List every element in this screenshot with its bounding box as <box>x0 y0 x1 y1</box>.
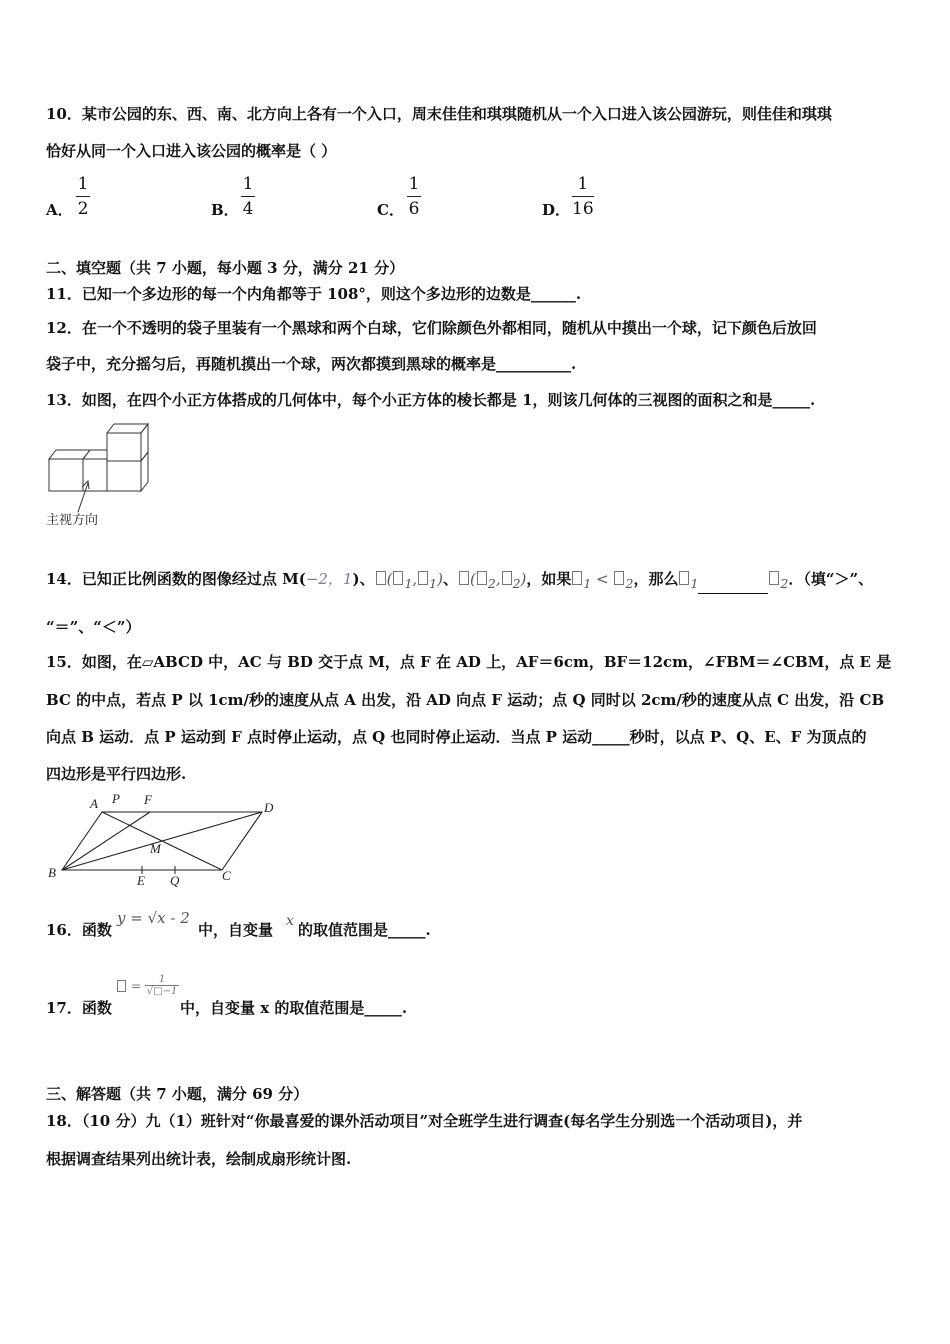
q16-suffix2-line <box>298 920 431 940</box>
q14-condition: $_1$ < $_2$ <box>571 570 633 588</box>
label-e: E <box>137 873 145 888</box>
numerator: 1 <box>242 174 254 194</box>
q10-line1: 10．某市公园的东、西、南、北方向上各有一个入口，周末佳佳和琪琪随机从一个入口进入该公园游玩，则佳佳和琪琪 <box>46 105 832 123</box>
label-b: B <box>48 865 56 880</box>
section-2-heading: 二、填空题（共 7 小题，每小题 3 分，满分 21 分） <box>46 259 405 277</box>
label-p: P <box>112 791 120 806</box>
label-c: C <box>222 868 231 883</box>
q14-mid: )、 <box>352 570 375 588</box>
q10-option-d[interactable] <box>542 199 570 220</box>
numerator: 1 <box>77 174 89 194</box>
q14-line2: “＝”、“＜”） <box>46 618 141 636</box>
q17-denominator: √□−1 <box>146 986 178 997</box>
numerator: 1 <box>408 174 420 194</box>
q16-variable: x <box>286 913 294 929</box>
bottom-cube-front-3 <box>107 461 141 491</box>
q16-suffix-line <box>198 920 273 940</box>
q16-suffix2: 的取值范围是_____. <box>298 921 431 939</box>
q16-suffix: 中，自变量 <box>198 921 274 939</box>
q10-option-a-fraction <box>76 174 90 219</box>
q10-option-b-fraction <box>241 174 255 219</box>
denominator: 6 <box>408 199 420 219</box>
q11-text: 11．已知一个多边形的每一个内角都等于 108°，则这个多边形的边数是______. <box>46 285 582 303</box>
q14-m-coords: −2，1 <box>305 570 353 588</box>
q14-point-a: ( $_1$, $_1$) <box>375 570 443 588</box>
q12-line1: 12．在一个不透明的袋子里装有一个黑球和两个白球，它们除颜色外都相同，随机从中摸出一个球，记下颜色后放回 <box>46 319 817 337</box>
q15-line2: BC 的中点，若点 P 以 1cm/秒的速度从点 A 出发，沿 AD 向点 F 运动；点 Q 同时以 2cm/秒的速度从点 C 出发，沿 CB <box>46 691 885 709</box>
q17-prefix: 17．函数 <box>46 999 112 1017</box>
q14-then: ，那么 <box>633 570 679 588</box>
q17-numerator: 1 <box>158 974 166 985</box>
q10-option-c-fraction <box>407 174 421 219</box>
q14-sep: 、 <box>442 570 458 588</box>
q15-line3: 向点 B 运动．点 P 运动到 F 点时停止运动，点 Q 也同时停止运动．当点 P 运动_____秒时，以点 P、Q、E、F 为顶点的 <box>46 728 867 746</box>
option-label: B． <box>211 201 239 219</box>
q14-fill: ．（填“＞”、 <box>788 570 874 588</box>
denominator: 2 <box>77 199 89 219</box>
q13-text: 13．如图，在四个小正方体搭成的几何体中，每个小正方体的棱长都是 1，则该几何体的三视图的面积之和是_____. <box>46 391 816 409</box>
q10-option-d-fraction <box>572 174 594 219</box>
q17-formula: = 1 √□−1 <box>116 974 179 997</box>
denominator: 4 <box>242 199 254 219</box>
q16-line <box>46 920 112 940</box>
q14-answer-right: 2 <box>768 570 788 588</box>
bottom-cube-front-1 <box>49 459 83 491</box>
q14-line1 <box>46 569 873 594</box>
q17-suffix: 中，自变量 x 的取值范围是_____. <box>180 999 408 1017</box>
q15-line1: 15．如图，在▱ABCD 中，AC 与 BD 交于点 M，点 F 在 AD 上，AF＝6cm，BF＝12cm，∠FBM＝∠CBM，点 E 是 <box>46 653 892 671</box>
top-cube-front-face <box>107 433 141 461</box>
q15-parallelogram-figure <box>42 790 282 890</box>
q14-point-b: ( $_2$, $_2$) <box>458 570 526 588</box>
label-m: M <box>150 841 161 856</box>
q10-line2: 恰好从同一个入口进入该公园的概率是（ ） <box>46 142 337 160</box>
diagonal-bd <box>62 812 262 870</box>
q14-answer-blank[interactable] <box>698 577 768 594</box>
q18-line2: 根据调查结果列出统计表，绘制成扇形统计图. <box>46 1150 352 1168</box>
option-label: C． <box>377 201 404 219</box>
label-d: D <box>264 800 274 815</box>
q13-cubes-figure <box>44 420 154 528</box>
label-q: Q <box>170 873 180 888</box>
q14-prefix: 14．已知正比例函数的图像经过点 M( <box>46 570 306 588</box>
segment-bf <box>62 812 150 870</box>
option-label: A． <box>46 201 73 219</box>
q15-line4: 四边形是平行四边形. <box>46 765 187 783</box>
top-cube-side-face <box>141 424 148 461</box>
q16-prefix: 16．函数 <box>46 921 112 939</box>
q14-if: ，如果 <box>526 570 572 588</box>
q10-option-c[interactable] <box>377 199 404 220</box>
q18-line1: 18．（10 分）九（1）班针对“你最喜爱的课外活动项目”对全班学生进行调查(每名学生分别选一个活动项目)，并 <box>46 1112 803 1130</box>
q16-formula: y = √x - 2 <box>117 909 190 927</box>
q10-option-b[interactable] <box>211 199 239 220</box>
numerator: 1 <box>577 174 589 194</box>
section-3-heading: 三、解答题（共 7 小题，满分 69 分） <box>46 1085 309 1103</box>
option-label: D． <box>542 201 571 219</box>
denominator: 16 <box>572 199 594 219</box>
label-f: F <box>144 792 152 807</box>
q13-figure-caption: 主视方向 <box>46 512 99 527</box>
label-a: A <box>90 796 98 811</box>
q10-option-a[interactable] <box>46 199 73 220</box>
q14-answer-left: 1 <box>678 570 698 588</box>
q12-line2: 袋子中，充分摇匀后，再随机摸出一个球，两次都摸到黑球的概率是__________. <box>46 355 577 373</box>
